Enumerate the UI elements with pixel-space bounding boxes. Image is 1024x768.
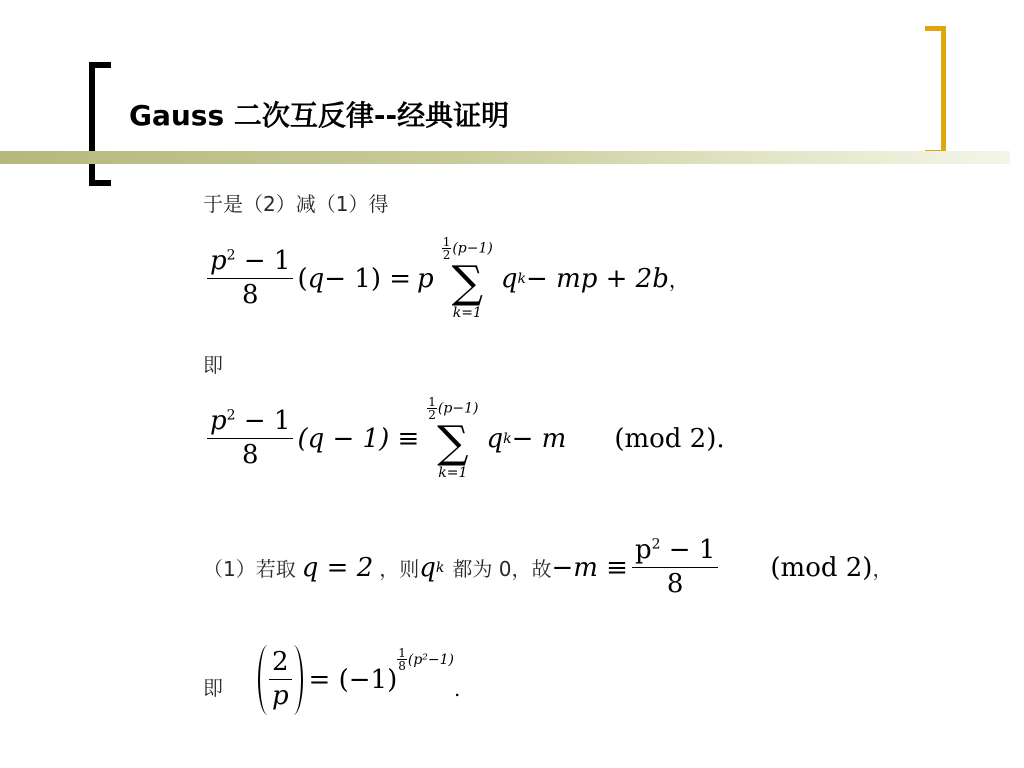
eq1-summation: $\frac{1}{2}$ (p−1) ∑ k=1 (442, 235, 493, 321)
legendre-symbol: $\frac{2}{p}$ (258, 645, 303, 715)
intro-text: 于是（2）减（1）得 (203, 192, 389, 216)
eq2-fraction: $\frac{p^2 - 1}{8}$ (207, 408, 293, 470)
equation-1: $\frac{p^2 - 1}{8}$ ( q − 1) = p $\frac{1}{2}$ (p−1) ∑ k=1 q k − mp + 2b ， (203, 236, 689, 321)
legendre-exponent: $\frac{1}{8}$ (p²−1) (398, 646, 454, 673)
left-bracket-ornament (89, 62, 111, 186)
right-bracket-ornament (925, 26, 946, 155)
case-1-line: （1）若取 q = 2 ，则 q k 都为 0，故 −m ≡ $\frac{p^2 - 1}{8}$ (mod 2) ， (203, 535, 893, 600)
equation-2: $\frac{p^2 - 1}{8}$ (q − 1) ≡ $\frac{1}{2}$ (p−1) ∑ k=1 q k − m (mod 2) . (203, 396, 725, 481)
equation-legendre: $\frac{2}{p}$ = (−1) $\frac{1}{8}$ (p²−1) . (258, 645, 460, 715)
ji-label-1: 即 (203, 353, 223, 377)
eq1-fraction: $\frac{p^2 - 1}{8}$ (207, 248, 293, 310)
ji-label-2: 即 (203, 676, 223, 700)
case-1-fraction: $\frac{p^2 - 1}{8}$ (632, 537, 718, 599)
eq2-summation: $\frac{1}{2}$ (p−1) ∑ k=1 (428, 395, 479, 481)
slide-title: Gauss 二次互反律--经典证明 (129, 99, 510, 132)
title-underline-bar (0, 151, 1010, 164)
